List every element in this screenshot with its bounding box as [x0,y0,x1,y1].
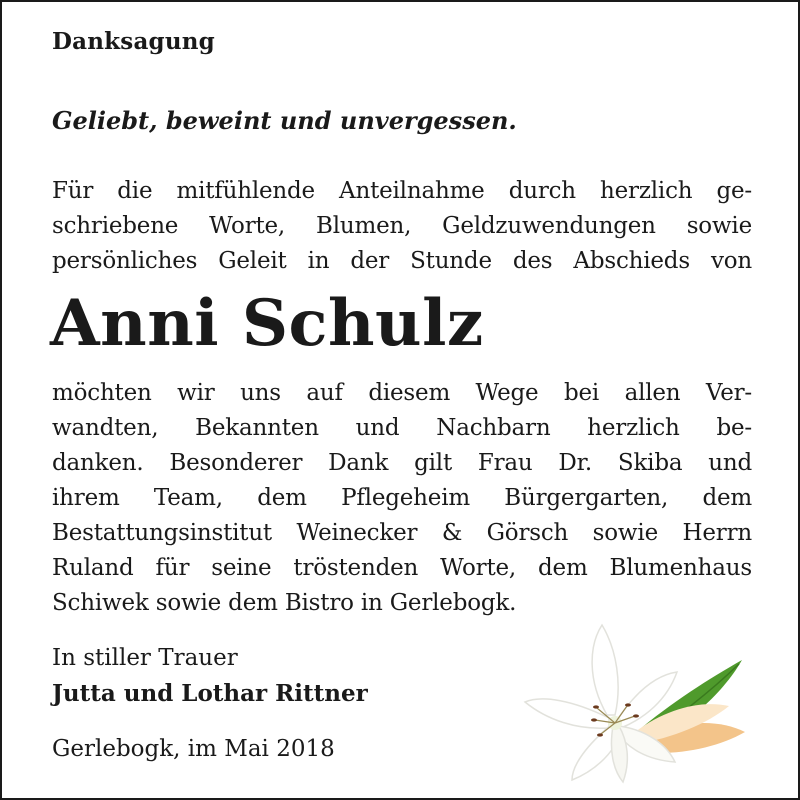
motto: Geliebt, beweint und unvergessen. [52,106,517,135]
mourning-line: In stiller Trauer [52,645,238,671]
text-line: danken. Besonderer Dank gilt Frau Dr. Skiba und [52,450,752,476]
text-line: Ruland für seine tröstenden Worte, dem Blumenhaus [52,555,752,581]
text-line: Schiwek sowie dem Bistro in Gerlebogk. [52,590,517,616]
place-date: Gerlebogk, im Mai 2018 [52,736,335,762]
text-line: wandten, Bekannten und Nachbarn herzlich be- [52,415,752,441]
text-line: Bestattungsinstitut Weinecker & Görsch sowie Herrn [52,520,752,546]
lily-flower-icon [517,620,752,785]
text-line: persönliches Geleit in der Stunde des Abschieds von [52,248,752,274]
family-names: Jutta und Lothar Rittner [52,680,368,707]
text-line: ihrem Team, dem Pflegeheim Bürgergarten, dem [52,485,752,511]
deceased-name: Anni Schulz [50,286,484,361]
text-line: möchten wir uns auf diesem Wege bei allen Ver- [52,380,752,406]
text-line: schriebene Worte, Blumen, Geldzuwendungen sowie [52,213,752,239]
intro-paragraph [52,174,752,279]
text-line: Für die mitfühlende Anteilnahme durch herzlich ge- [52,178,752,204]
notice-heading: Danksagung [52,28,215,55]
thanks-paragraph [52,376,752,621]
